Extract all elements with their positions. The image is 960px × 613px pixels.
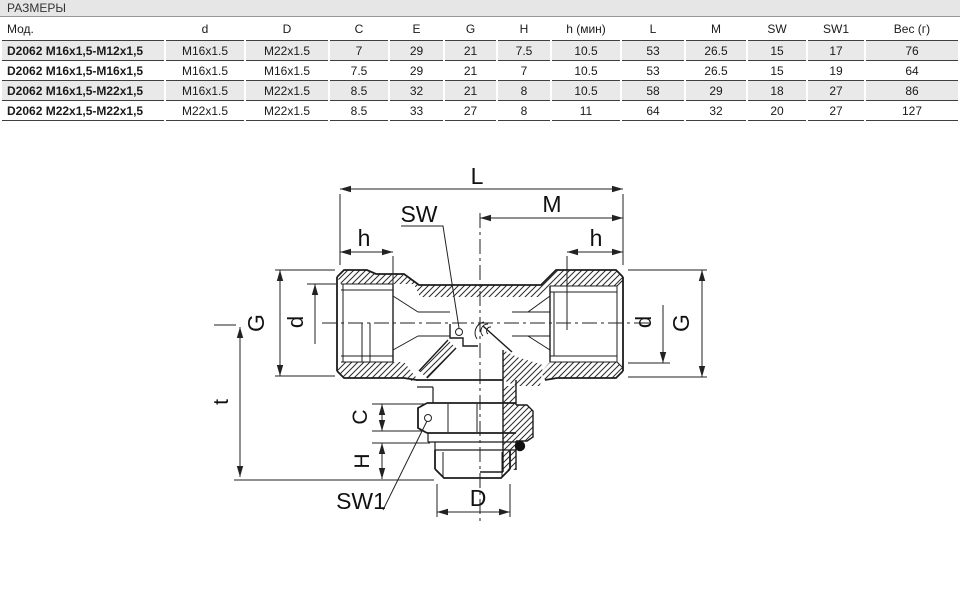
sw1-target-circle <box>425 415 432 422</box>
column-header-6: H <box>498 18 550 41</box>
value-cell: 53 <box>622 61 684 81</box>
value-cell: 26.5 <box>686 41 746 61</box>
table-title: РАЗМЕРЫ <box>0 0 960 17</box>
dimension-arrow <box>237 466 243 477</box>
column-header-11: SW1 <box>808 18 864 41</box>
value-cell: 15 <box>748 41 806 61</box>
column-header-7: h (мин) <box>552 18 620 41</box>
value-cell: 27 <box>808 101 864 121</box>
dim-label-h-right: h <box>589 225 603 251</box>
column-header-3: C <box>330 18 388 41</box>
body-outline <box>393 296 418 312</box>
dimension-arrow <box>480 215 491 221</box>
dimension-arrow <box>612 215 623 221</box>
value-cell: 8.5 <box>330 81 388 101</box>
body-outline <box>393 336 418 350</box>
dim-label-M: M <box>542 191 562 217</box>
value-cell: 32 <box>686 101 746 121</box>
value-cell: 127 <box>866 101 958 121</box>
column-header-4: E <box>390 18 443 41</box>
body-outline <box>435 469 510 478</box>
column-header-8: L <box>622 18 684 41</box>
dimension-arrow <box>379 468 385 479</box>
dim-label-t: t <box>210 399 233 405</box>
value-cell: 11 <box>552 101 620 121</box>
section-hatch <box>419 340 456 378</box>
dimension-arrow <box>277 365 283 376</box>
body-outline <box>483 326 512 352</box>
value-cell: 29 <box>390 41 443 61</box>
value-cell: 17 <box>808 41 864 61</box>
model-cell: D2062 M22x1,5-M22x1,5 <box>2 101 164 121</box>
value-cell: 29 <box>390 61 443 81</box>
dimension-arrow <box>699 270 705 281</box>
dimension-arrow <box>567 249 578 255</box>
dimension-arrow <box>437 509 448 515</box>
technical-drawing <box>0 130 960 608</box>
dimension-arrow <box>379 420 385 431</box>
value-cell: 19 <box>808 61 864 81</box>
value-cell: 29 <box>686 81 746 101</box>
dim-label-C: C <box>349 409 372 425</box>
dimension-arrow <box>499 509 510 515</box>
value-cell: 21 <box>445 61 496 81</box>
value-cell: 21 <box>445 41 496 61</box>
dim-label-SW: SW <box>400 201 438 227</box>
dim-label-SW1: SW1 <box>336 488 386 514</box>
value-cell: 8 <box>498 81 550 101</box>
value-cell: M16x1.5 <box>166 41 244 61</box>
dim-label-d-right: d <box>631 315 656 329</box>
dim-label-L: L <box>470 163 484 189</box>
value-cell: 7 <box>498 61 550 81</box>
body-outline <box>528 336 550 350</box>
column-header-0: Мод. <box>2 18 164 41</box>
value-cell: M16x1.5 <box>246 61 328 81</box>
value-cell: 26.5 <box>686 61 746 81</box>
value-cell: 10.5 <box>552 61 620 81</box>
value-cell: 7.5 <box>330 61 388 81</box>
table-row <box>2 101 958 121</box>
body-outline <box>450 324 478 346</box>
value-cell: 8.5 <box>330 101 388 121</box>
value-cell: M16x1.5 <box>166 81 244 101</box>
value-cell: 20 <box>748 101 806 121</box>
sw-leader-line <box>401 226 459 328</box>
o-ring-section <box>515 441 525 451</box>
dimension-arrow <box>660 352 666 363</box>
value-cell: 18 <box>748 81 806 101</box>
value-cell: 7.5 <box>498 41 550 61</box>
value-cell: 10.5 <box>552 41 620 61</box>
column-header-10: SW <box>748 18 806 41</box>
column-header-12: Вес (г) <box>866 18 958 41</box>
value-cell: 10.5 <box>552 81 620 101</box>
dim-label-h-left: h <box>357 225 371 251</box>
value-cell: 86 <box>866 81 958 101</box>
value-cell: M22x1.5 <box>166 101 244 121</box>
section-hatch <box>516 405 533 441</box>
value-cell: 64 <box>622 101 684 121</box>
value-cell: 21 <box>445 81 496 101</box>
value-cell: 27 <box>808 81 864 101</box>
dim-label-G-left: G <box>243 314 269 332</box>
sw1-leader-line <box>383 421 427 510</box>
dimension-arrow <box>612 186 623 192</box>
model-cell: D2062 M16x1,5-M16x1,5 <box>2 61 164 81</box>
dim-label-H: H <box>351 453 374 469</box>
dimension-arrow <box>612 249 623 255</box>
dim-label-G-right: G <box>668 314 694 332</box>
dimension-arrow <box>379 404 385 415</box>
column-header-2: D <box>246 18 328 41</box>
value-cell: M22x1.5 <box>246 81 328 101</box>
table-row <box>2 61 958 81</box>
value-cell: 64 <box>866 61 958 81</box>
table-header-row <box>2 18 958 41</box>
dimension-arrow <box>312 284 318 295</box>
column-header-1: d <box>166 18 244 41</box>
model-cell: D2062 M16x1,5-M12x1,5 <box>2 41 164 61</box>
value-cell: 33 <box>390 101 443 121</box>
dim-label-D: D <box>469 485 487 511</box>
dimensions-table <box>0 18 960 121</box>
value-cell: 76 <box>866 41 958 61</box>
value-cell: 58 <box>622 81 684 101</box>
table-row <box>2 41 958 61</box>
dim-label-d-left: d <box>283 315 308 329</box>
model-cell: D2062 M16x1,5-M22x1,5 <box>2 81 164 101</box>
value-cell: M16x1.5 <box>166 61 244 81</box>
dimension-arrow <box>340 186 351 192</box>
section-hatch <box>503 350 543 386</box>
dimension-arrow <box>340 249 351 255</box>
value-cell: 53 <box>622 41 684 61</box>
column-header-9: M <box>686 18 746 41</box>
body-outline <box>528 296 550 312</box>
value-cell: M22x1.5 <box>246 101 328 121</box>
value-cell: 32 <box>390 81 443 101</box>
value-cell: 7 <box>330 41 388 61</box>
table-row <box>2 81 958 101</box>
dimension-arrow <box>379 443 385 454</box>
sw-target-circle <box>456 329 463 336</box>
dimension-arrow <box>699 366 705 377</box>
value-cell: 27 <box>445 101 496 121</box>
dimension-arrow <box>277 270 283 281</box>
column-header-5: G <box>445 18 496 41</box>
value-cell: 8 <box>498 101 550 121</box>
dimension-arrow <box>382 249 393 255</box>
value-cell: M22x1.5 <box>246 41 328 61</box>
value-cell: 15 <box>748 61 806 81</box>
